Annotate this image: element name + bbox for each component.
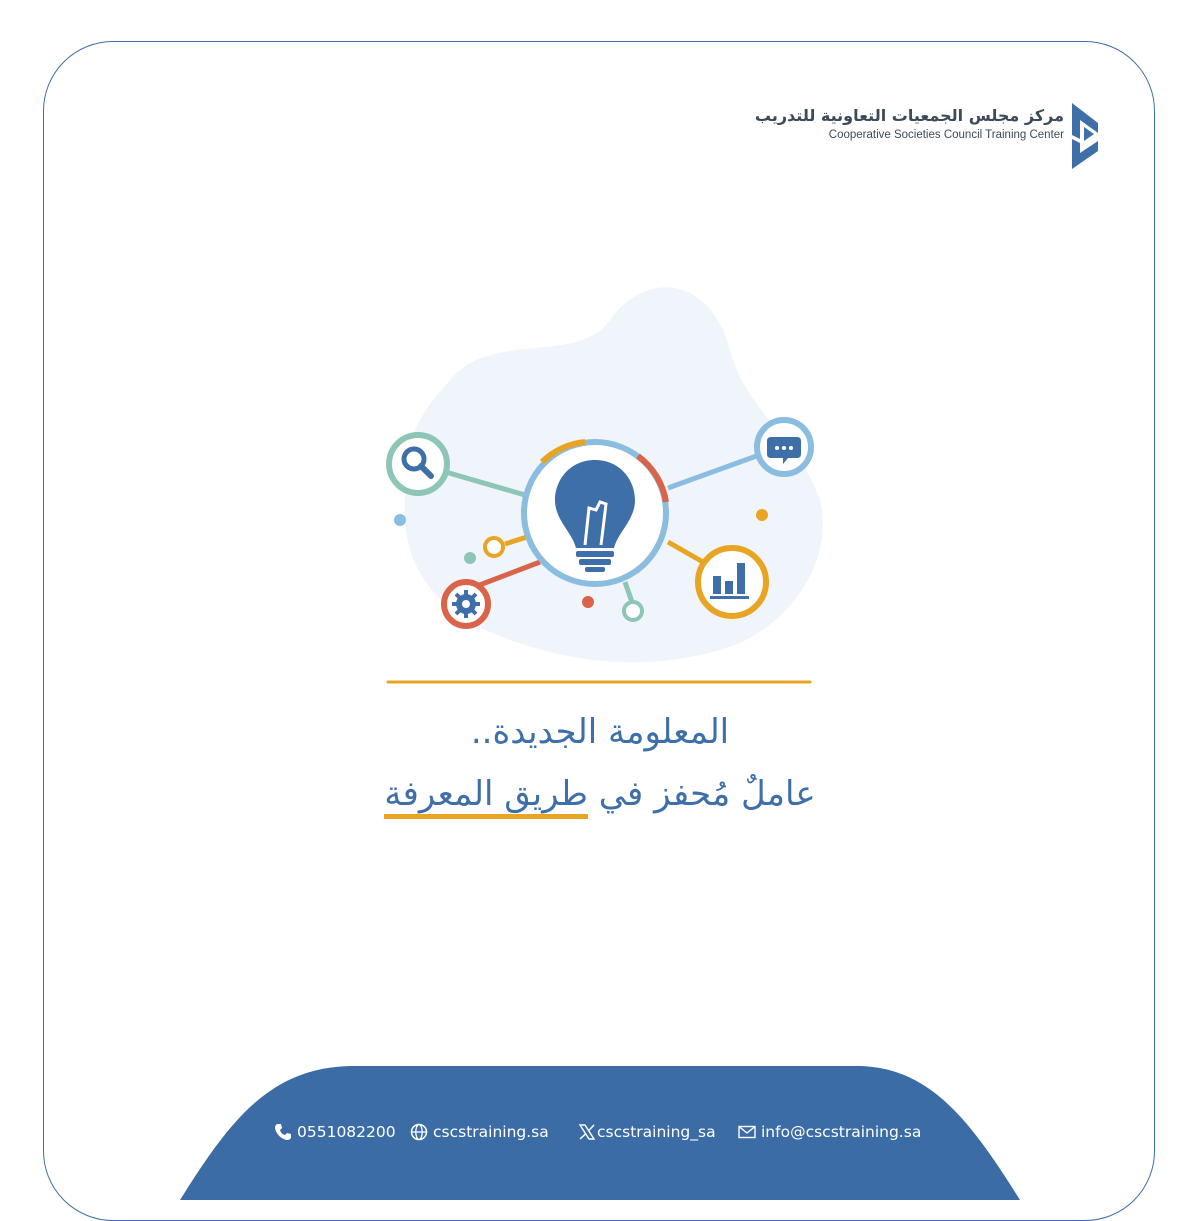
twitter-handle: cscstraining_sa <box>597 1123 716 1141</box>
logo-text <box>755 105 1064 143</box>
headline-line2-start: عاملٌ مُحفز في <box>587 774 816 814</box>
logo-name-en: Cooperative Societies Council Training Center <box>828 129 1064 141</box>
csc-logo-mark-icon <box>1070 103 1100 171</box>
knowledge-illustration <box>380 270 830 700</box>
globe-icon <box>410 1123 428 1141</box>
headline-line2-highlight: طريق المعرفة <box>384 774 588 819</box>
phone-contact[interactable] <box>274 1123 396 1141</box>
logo <box>754 103 1100 173</box>
gear-icon <box>452 590 480 618</box>
logo-name-ar: مركز مجلس الجمعيات التعاونية للتدريب <box>754 106 1064 125</box>
twitter-contact[interactable] <box>578 1123 716 1141</box>
phone-icon <box>274 1123 292 1141</box>
phone-number: 0551082200 <box>297 1123 396 1141</box>
x-twitter-icon <box>578 1123 596 1141</box>
website-contact[interactable] <box>410 1123 549 1141</box>
headline-line1: المعلومة الجديدة.. <box>470 712 730 752</box>
email-contact[interactable] <box>738 1123 921 1141</box>
mail-icon <box>738 1123 756 1141</box>
website-link: cscstraining.sa <box>433 1123 549 1141</box>
headline-line2 <box>250 774 950 814</box>
contact-bar <box>270 1118 950 1146</box>
email-address: info@cscstraining.sa <box>761 1123 922 1141</box>
